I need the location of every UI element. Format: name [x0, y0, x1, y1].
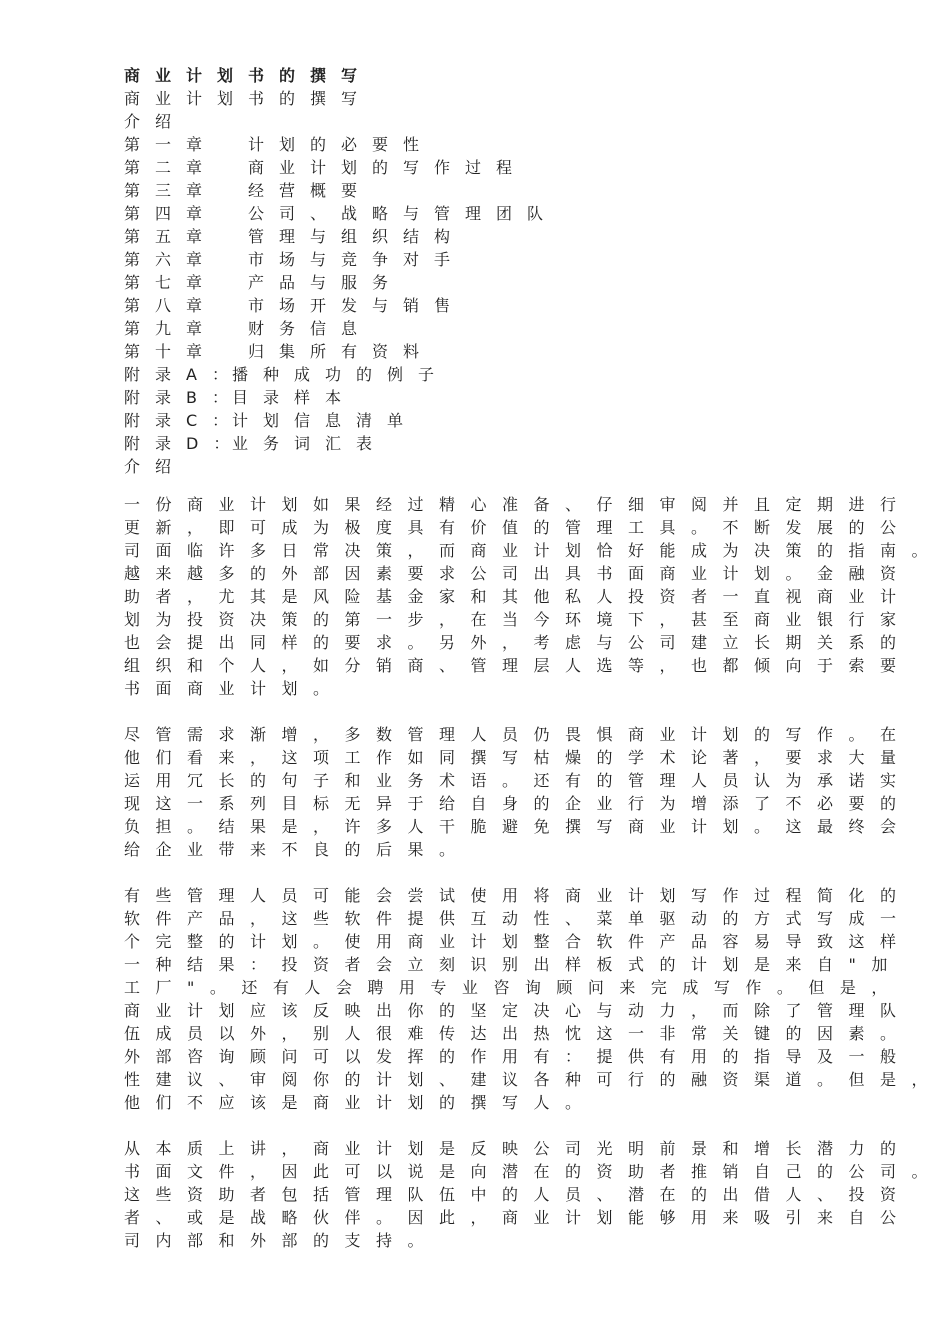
appendix-row	[124, 363, 894, 386]
toc-row	[124, 271, 894, 294]
toc-chapter-title: 公司、战略与管理团队	[248, 204, 559, 223]
paragraph-gap	[124, 861, 894, 884]
appendix-row	[124, 386, 894, 409]
paragraph-line: 一份商业计划如果经过精心准备、仔细审阅并且定期进行	[124, 495, 912, 514]
appendix-row	[124, 432, 894, 455]
paragraph-line: 书面商业计划。	[124, 679, 345, 698]
toc-chapter-number: 第四章	[124, 204, 218, 223]
toc-row	[124, 156, 894, 179]
paragraph-line: 更新，即可成为极度具有价值的管理工具。不断发展的公	[124, 518, 912, 537]
paragraph-line: 他们看来，这项工作如同撰写枯燥的学术论著，要求大量	[124, 748, 912, 767]
paragraph-line: 软件产品，这些软件提供互动性、菜单驱动的方式写成一	[124, 909, 912, 928]
toc-row	[124, 317, 894, 340]
paragraph-line: 从本质上讲，商业计划是反映公司光明前景和增长潜力的	[124, 1139, 912, 1158]
toc-row	[124, 294, 894, 317]
toc-chapter-title: 商业计划的写作过程	[248, 158, 528, 177]
table-of-contents	[124, 133, 894, 363]
paragraph-line: 划为投资决策的第一步，在当今环境下，甚至商业银行家	[124, 610, 912, 629]
appendix-key: 附录A：	[124, 365, 243, 384]
paragraph-line: 组织和个人，如分销商、管理层人选等，也都倾向于索要	[124, 656, 912, 675]
toc-chapter-number: 第二章	[124, 158, 218, 177]
paragraph-line: 也会提出同样的要求。另外，考虑与公司建立长期关系的	[124, 633, 912, 652]
paragraph-line: 运用冗长的句子和业务术语。还有的管理人员认为承诺实	[124, 771, 912, 790]
toc-chapter-number: 第三章	[124, 181, 218, 200]
paragraph-line: 现这一系列目标无异于给自身的企业行为增添了不必要的	[124, 794, 912, 813]
appendix-title: 业务词汇表	[232, 434, 388, 453]
toc-chapter-title: 经营概要	[248, 181, 373, 200]
paragraph-gap	[124, 700, 894, 723]
paragraph-line: 个完整的计划。使用商业计划整合软件产品容易导致这样	[124, 932, 912, 951]
appendix-title: 计划信息清单	[232, 411, 419, 430]
paragraph	[124, 884, 944, 1114]
appendix-title: 目录样本	[232, 388, 357, 407]
paragraph-line: 尽管需求渐增，多数管理人员仍畏惧商业计划的写作。在	[124, 725, 912, 744]
document-title: 商业计划书的撰写	[124, 66, 373, 85]
toc-chapter-title: 产品与服务	[248, 273, 404, 292]
section-heading: 介绍	[124, 457, 187, 476]
paragraph-line: 伍成员以外，别人很难传达出热忱这一非常关键的因素。	[124, 1024, 912, 1043]
appendix-list	[124, 363, 894, 455]
toc-chapter-number: 第九章	[124, 319, 218, 338]
document-subtitle: 商业计划书的撰写	[124, 89, 373, 108]
appendix-key: 附录B：	[124, 388, 243, 407]
toc-chapter-number: 第五章	[124, 227, 218, 246]
paragraph-line: 有些管理人员可能会尝试使用将商业计划写作过程简化的	[124, 886, 912, 905]
paragraph-line: 一种结果：投资者会立刻识别出样板式的计划是来自"加	[124, 955, 903, 974]
toc-chapter-number: 第一章	[124, 135, 218, 154]
toc-intro-entry: 介绍	[124, 112, 187, 131]
toc-row	[124, 202, 894, 225]
paragraph	[124, 493, 944, 700]
toc-chapter-number: 第六章	[124, 250, 218, 269]
paragraph-line: 商业计划应该反映出你的坚定决心与动力，而除了管理队	[124, 1001, 912, 1020]
paragraph-line: 负担。结果是，许多人干脆避免撰写商业计划。这最终会	[124, 817, 912, 836]
toc-chapter-title: 计划的必要性	[248, 135, 435, 154]
appendix-key: 附录C：	[124, 411, 244, 430]
toc-row	[124, 225, 894, 248]
toc-chapter-number: 第八章	[124, 296, 218, 315]
toc-row	[124, 179, 894, 202]
toc-chapter-title: 市场开发与销售	[248, 296, 466, 315]
paragraph-line: 这些资助者包括管理队伍中的人员、潜在的出借人、投资	[124, 1185, 912, 1204]
paragraph-line: 给企业带来不良的后果。	[124, 840, 471, 859]
paragraph-line: 性建议、审阅你的计划、建议各种可行的融资渠道。但是，	[124, 1070, 944, 1089]
appendix-row	[124, 409, 894, 432]
toc-chapter-title: 管理与组织结构	[248, 227, 466, 246]
paragraph-line: 书面文件，因此可以说是向潜在的资助者推销自己的公司。	[124, 1162, 944, 1181]
paragraph-line: 工厂"。还有人会聘用专业咨询顾问来完成写作。但是，	[124, 978, 903, 997]
spacer	[124, 478, 894, 493]
toc-row	[124, 133, 894, 156]
toc-chapter-number: 第七章	[124, 273, 218, 292]
paragraph-line: 越来越多的外部因素要求公司出具书面商业计划。金融资	[124, 564, 912, 583]
document-page	[124, 64, 944, 1252]
toc-row	[124, 248, 894, 271]
paragraph-line: 司内部和外部的支持。	[124, 1231, 440, 1250]
toc-chapter-number: 第十章	[124, 342, 218, 361]
appendix-title: 播种成功的例子	[232, 365, 450, 384]
toc-chapter-title: 财务信息	[248, 319, 373, 338]
paragraph-line: 者、或是战略伙伴。因此，商业计划能够用来吸引来自公	[124, 1208, 912, 1227]
paragraph-line: 司面临许多日常决策，而商业计划恰好能成为决策的指南。	[124, 541, 944, 560]
toc-row	[124, 340, 894, 363]
paragraph-line: 他们不应该是商业计划的撰写人。	[124, 1093, 597, 1112]
toc-chapter-title: 市场与竞争对手	[248, 250, 466, 269]
appendix-key: 附录D：	[124, 434, 245, 453]
paragraph	[124, 723, 912, 861]
paragraph-line: 外部咨询顾问可以发挥的作用有：提供有用的指导及一般	[124, 1047, 912, 1066]
toc-chapter-title: 归集所有资料	[248, 342, 435, 361]
paragraph-line: 助者，尤其是风险基金家和其他私人投资者一直视商业计	[124, 587, 912, 606]
paragraph-gap	[124, 1114, 894, 1137]
paragraph	[124, 1137, 944, 1252]
